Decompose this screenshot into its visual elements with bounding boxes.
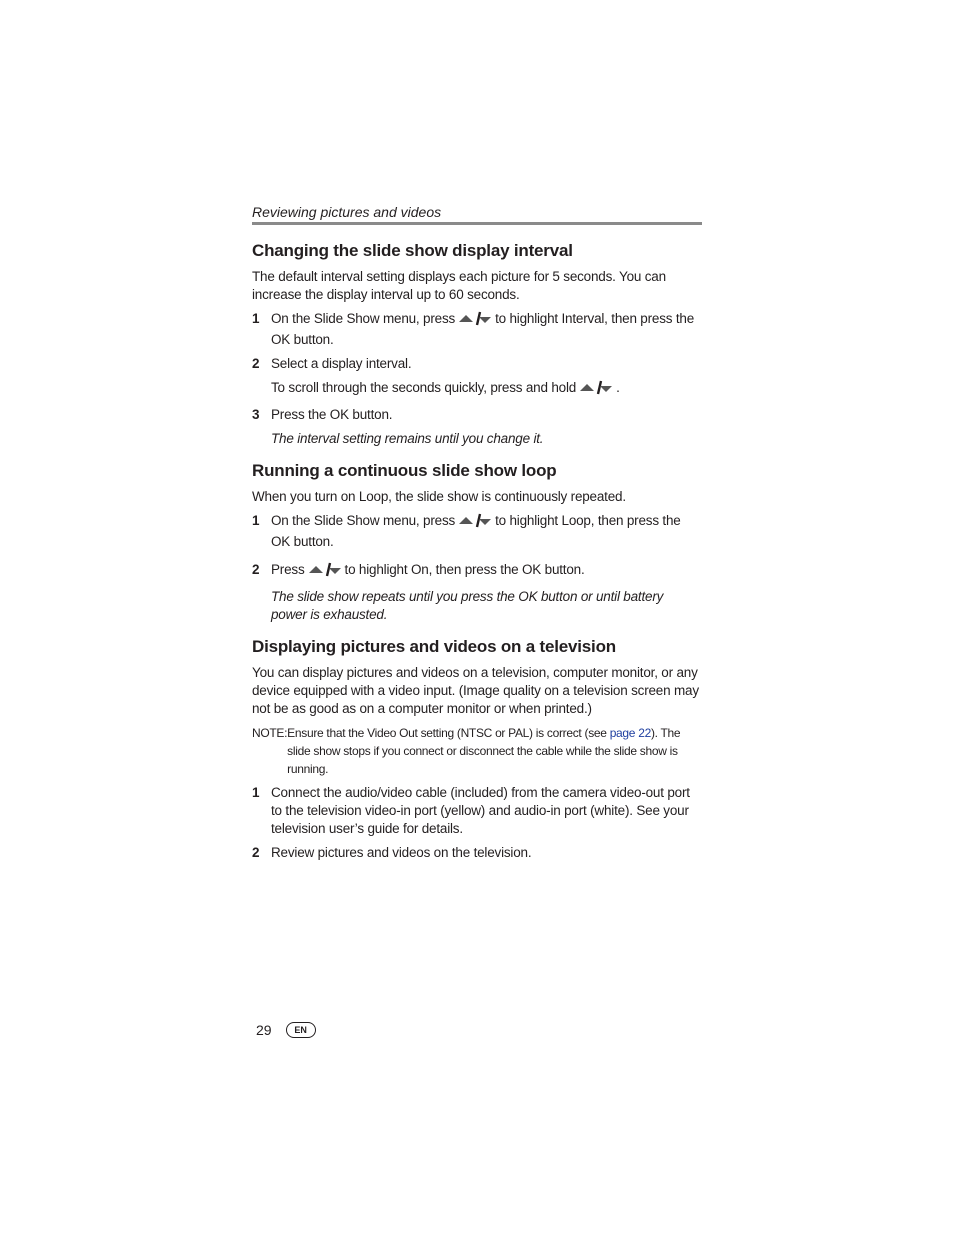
intro-paragraph: When you turn on Loop, the slide show is continuously repeated.	[252, 489, 626, 504]
step-2	[252, 561, 702, 582]
step-2	[252, 355, 702, 373]
step-number: 2	[252, 845, 260, 860]
page-number: 29	[256, 1022, 272, 1038]
note	[252, 724, 702, 778]
up-down-arrow-icon	[308, 561, 342, 582]
intro-paragraph: The default interval setting displays each picture for 5 seconds. You can increase the display interval up to 60 seconds.	[252, 269, 666, 302]
step-1	[252, 310, 702, 349]
up-down-arrow-icon	[579, 379, 613, 400]
step-number: 1	[252, 785, 260, 800]
step-text: On the Slide Show menu, press to highlight Loop, then press the OK button.	[271, 513, 681, 549]
page-22-link[interactable]: page 22	[609, 726, 651, 740]
section-heading: Running a continuous slide show loop	[252, 461, 557, 480]
note-text: Ensure that the Video Out setting (NTSC or PAL) is correct (see page 22). The slide show stops if you connect or disconnect the cable while the slide show is running.	[287, 726, 681, 776]
section-television	[252, 636, 702, 862]
section-heading: Displaying pictures and videos on a television	[252, 637, 616, 656]
step-result: The interval setting remains until you change it.	[271, 431, 544, 446]
page-content	[252, 240, 702, 874]
step-text: Press to highlight On, then press the OK button.	[271, 561, 702, 582]
step-text: Review pictures and videos on the television.	[271, 845, 532, 860]
up-down-arrow-icon	[458, 310, 492, 331]
step-number: 2	[252, 356, 260, 371]
step-subtext: To scroll through the seconds quickly, press and hold .	[271, 379, 702, 400]
step-text: On the Slide Show menu, press to highlight Interval, then press the OK button.	[271, 311, 695, 347]
step-number: 1	[252, 311, 260, 326]
note-label: NOTE:	[252, 726, 288, 740]
page-footer	[256, 1020, 316, 1040]
header-rule	[252, 222, 702, 225]
section-heading: Changing the slide show display interval	[252, 241, 573, 260]
section-display-interval	[252, 240, 702, 448]
intro-paragraph: You can display pictures and videos on a television, computer monitor, or any device equipped with a video input. (Image quality on a television screen may not be as good as on a computer monitor or when printed.)	[252, 665, 699, 716]
step-number: 1	[252, 513, 260, 528]
step-text: Select a display interval.	[271, 356, 412, 371]
step-text: Connect the audio/video cable (included) from the camera video-out port to the television video-in port (yellow) and audio-in port (white). See your television user’s guide for details.	[271, 785, 690, 836]
step-number: 2	[252, 562, 260, 577]
up-down-arrow-icon	[458, 512, 492, 533]
step-1	[252, 512, 702, 551]
section-slide-show-loop	[252, 460, 702, 624]
running-head: Reviewing pictures and videos	[252, 204, 442, 220]
step-result: The slide show repeats until you press the OK button or until battery power is exhausted.	[271, 589, 664, 622]
language-badge: EN	[286, 1022, 316, 1038]
step-number: 3	[252, 407, 260, 422]
step-3	[252, 406, 702, 424]
step-1	[252, 784, 702, 838]
step-text: Press the OK button.	[271, 407, 393, 422]
step-2	[252, 844, 702, 862]
